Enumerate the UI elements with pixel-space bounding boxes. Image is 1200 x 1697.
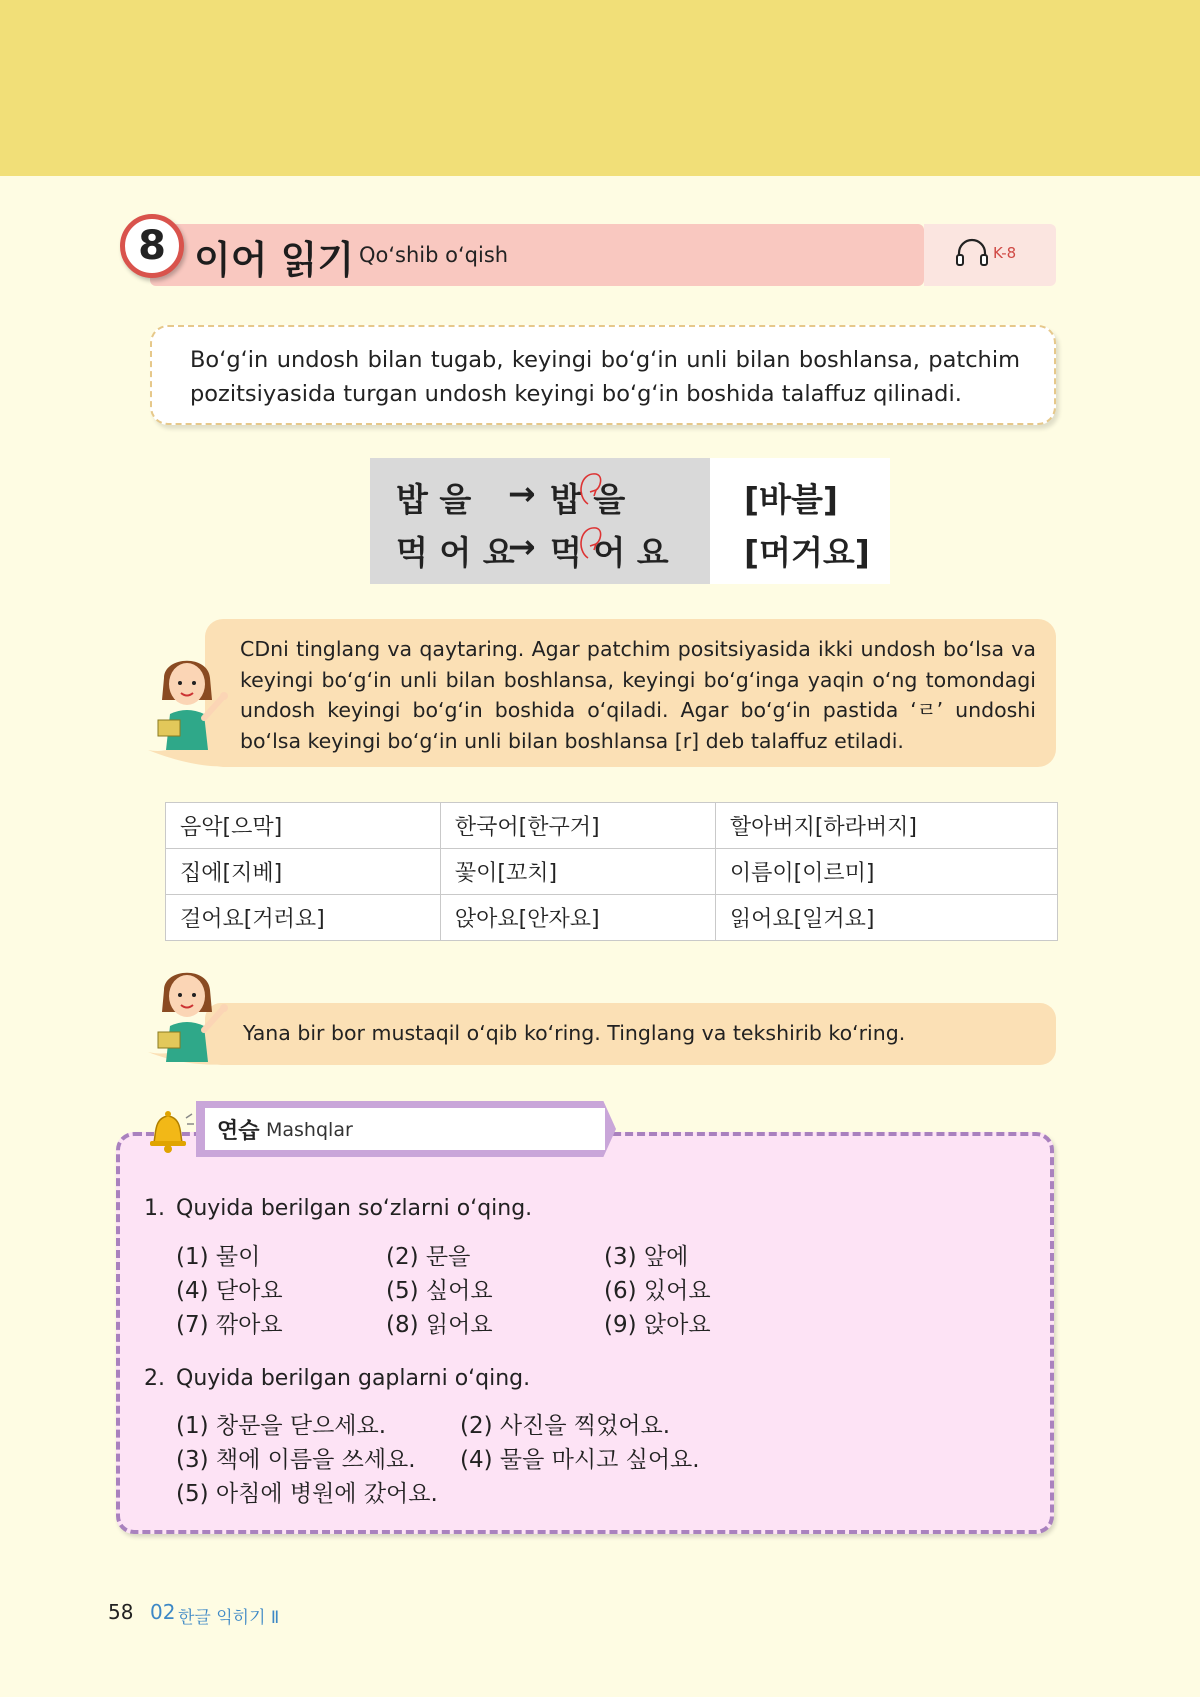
example-result: 밥 을 bbox=[550, 480, 626, 519]
question-item: (3) 책에 이름을 쓰세요. bbox=[176, 1447, 416, 1473]
table-cell: 집에[지베] bbox=[166, 849, 441, 895]
example-source: 밥 을 bbox=[396, 480, 472, 519]
teacher-illustration bbox=[150, 650, 234, 750]
question-prompt: Quyida berilgan so‘zlarni o‘qing. bbox=[176, 1196, 533, 1221]
question-item: (5) 아침에 병원에 갔어요. bbox=[176, 1481, 438, 1507]
question-item: (4) 물을 마시고 싶어요. bbox=[460, 1447, 700, 1473]
question-item: (1) 물이 bbox=[176, 1244, 261, 1270]
audio-track-box bbox=[924, 224, 1056, 286]
example-pronunciation: [바블] bbox=[744, 480, 838, 519]
question-item: (5) 싶어요 bbox=[386, 1278, 493, 1304]
table-cell: 이름이[이르미] bbox=[715, 849, 1057, 895]
table-row bbox=[166, 849, 1058, 895]
linking-arrow-icon bbox=[570, 466, 610, 576]
table-cell: 음악[으막] bbox=[166, 803, 441, 849]
table-cell: 꽃이[꼬치] bbox=[440, 849, 715, 895]
section-subtitle: Qo‘shib o‘qish bbox=[359, 243, 509, 267]
question-item: (7) 깎아요 bbox=[176, 1312, 283, 1338]
section-title: 이어 읽기 bbox=[194, 238, 355, 282]
table-row bbox=[166, 895, 1058, 941]
top-color-band bbox=[0, 0, 1200, 176]
bell-icon bbox=[144, 1104, 196, 1156]
table-cell: 걸어요[거러요] bbox=[166, 895, 441, 941]
instruction-text: Yana bir bor mustaqil o‘qib ko‘ring. Tinglang va tekshirib ko‘ring. bbox=[243, 1021, 906, 1045]
table-cell: 한국어[한구거] bbox=[440, 803, 715, 849]
question-item: (2) 사진을 찍었어요. bbox=[460, 1413, 671, 1439]
question-item: (2) 문을 bbox=[386, 1244, 471, 1270]
instruction-text: CDni tinglang va qaytaring. Agar patchim positsiyasida ikki undosh bo‘lsa va keyingi bo‘g‘in unli bilan boshlansa, keyingi bo‘g‘inga yaqin o‘ng tomondagi undosh keyingi bo‘g‘in boshida o‘qiladi. Agar bo‘g‘in pastida ‘ㄹ’ undoshi bo‘lsa keyingi bo‘g‘in unli bilan boshlansa [r] deb talaffuz etiladi. bbox=[240, 637, 1036, 753]
table-cell: 읽어요[일거요] bbox=[715, 895, 1057, 941]
arrow: → bbox=[508, 474, 536, 513]
example-source: 먹 어 요 bbox=[396, 533, 515, 572]
practice-subtitle: Mashqlar bbox=[266, 1119, 353, 1141]
question-number: 2. bbox=[144, 1366, 165, 1391]
question-item: (1) 창문을 닫으세요. bbox=[176, 1413, 387, 1439]
table-cell: 앉아요[안자요] bbox=[440, 895, 715, 941]
chapter-number: 02 bbox=[150, 1600, 176, 1624]
question-item: (6) 있어요 bbox=[604, 1278, 711, 1304]
audio-track-label: K-8 bbox=[993, 244, 1017, 262]
rule-text: Bo‘g‘in undosh bilan tugab, keyingi bo‘g‘in unli bilan boshlansa, patchim pozitsiyasida turgan undosh keyingi bo‘g‘in boshida talaffuz qilinadi. bbox=[190, 347, 1020, 407]
arrow: → bbox=[508, 527, 536, 566]
question-item: (9) 앉아요 bbox=[604, 1312, 711, 1338]
table-cell: 할아버지[하라버지] bbox=[715, 803, 1057, 849]
teacher-illustration bbox=[150, 962, 234, 1062]
example-result: 먹 어 요 bbox=[550, 533, 669, 572]
question-number: 1. bbox=[144, 1196, 165, 1221]
question-prompt: Quyida berilgan gaplarni o‘qing. bbox=[176, 1366, 531, 1391]
question-item: (4) 닫아요 bbox=[176, 1278, 283, 1304]
section-number-badge: 8 bbox=[120, 214, 184, 278]
table-row bbox=[166, 803, 1058, 849]
question-item: (3) 앞에 bbox=[604, 1244, 689, 1270]
example-pronunciation: [머거요] bbox=[744, 533, 870, 572]
practice-title: 연습 bbox=[217, 1119, 260, 1144]
practice-tab-inner bbox=[205, 1108, 605, 1150]
chapter-title: 한글 익히기 Ⅱ bbox=[178, 1608, 280, 1628]
headphones-icon bbox=[955, 238, 989, 268]
page-number: 58 bbox=[108, 1600, 134, 1624]
example-words-table bbox=[165, 802, 1058, 941]
question-item: (8) 읽어요 bbox=[386, 1312, 493, 1338]
